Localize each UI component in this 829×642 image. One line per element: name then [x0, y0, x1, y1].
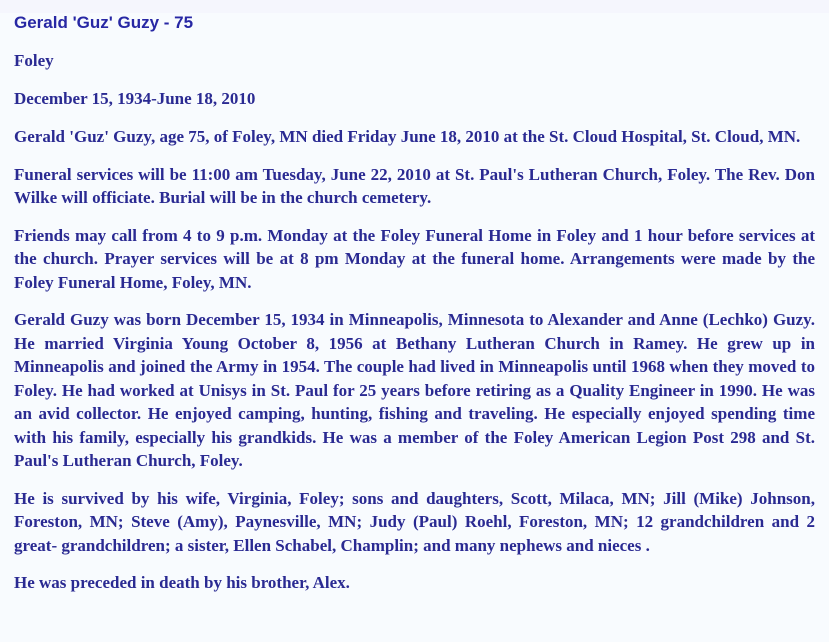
paragraph-death-notice: Gerald 'Guz' Guzy, age 75, of Foley, MN died Friday June 18, 2010 at the St. Cloud Hospital, St. Cloud, MN.	[14, 127, 801, 146]
paragraph-survivors: He is survived by his wife, Virginia, Foley; sons and daughters, Scott, Milaca, MN; Jill (Mike) Johnson, Foreston, MN; Steve (Amy), Paynesville, MN; Judy (Paul) Roehl, Foreston, MN; 12 grandchildren and 2 great- grandchildren; a sister, Ellen Schabel, Champlin; and many nephews and nieces .	[14, 488, 815, 555]
paragraph-visitation: Friends may call from 4 to 9 p.m. Monday at the Foley Funeral Home in Foley and 1 hour before services at the church. Prayer services will be at 8 pm Monday at the funeral home. Arrangements were made by the Foley Funeral Home, Foley, MN.	[14, 225, 815, 292]
paragraph-funeral-services: Funeral services will be 11:00 am Tuesday, June 22, 2010 at St. Paul's Lutheran Church, Foley. The Rev. Don Wilke will officiate. Burial will be in the church cemetery.	[14, 164, 815, 207]
paragraph-biography: Gerald Guzy was born December 15, 1934 in Minneapolis, Minnesota to Alexander and Anne (Lechko) Guzy. He married Virginia Young October 8, 1956 at Bethany Lutheran Church in Ramey. He grew up in Minneapolis and joined the Army in 1954. The couple had lived in Minneapolis until 1968 when they moved to Foley. He had worked at Unisys in St. Paul for 25 years before retiring as a Quality Engineer in 1990. He was an avid collector. He enjoyed camping, hunting, fishing and traveling. He especially enjoyed spending time with his family, especially his grandkids. He was a member of the Foley American Legion Post 298 and St. Paul's Lutheran Church, Foley.	[14, 310, 815, 470]
paragraph-preceded-in-death: He was preceded in death by his brother, Alex.	[14, 573, 350, 592]
life-dates-line: December 15, 1934-June 18, 2010	[14, 89, 256, 108]
page-title: Gerald 'Guz' Guzy - 75	[14, 13, 194, 32]
location-line: Foley	[14, 51, 54, 70]
